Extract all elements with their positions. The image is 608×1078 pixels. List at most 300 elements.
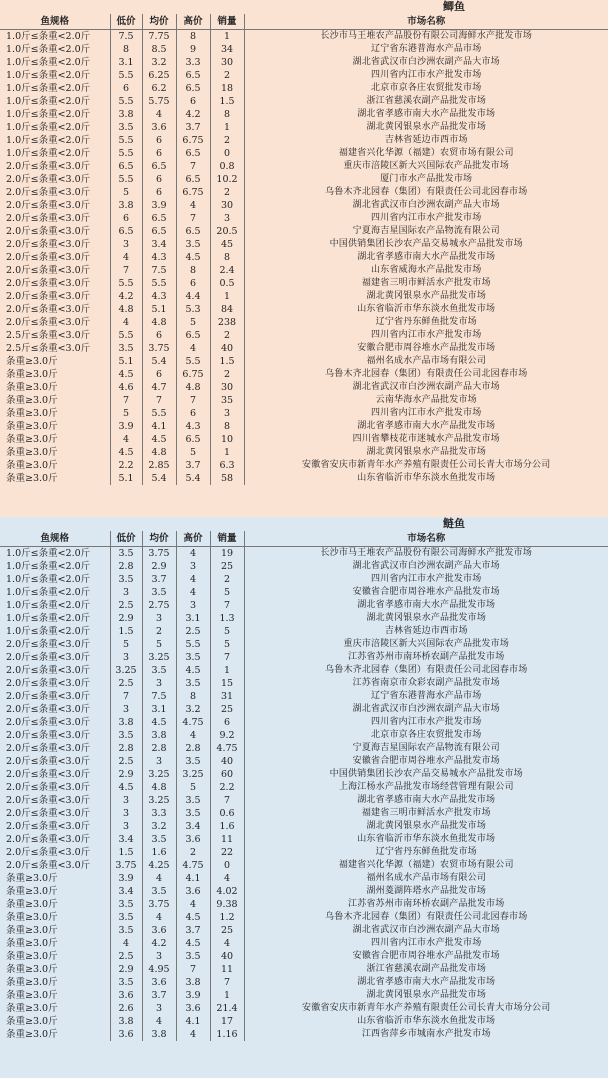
market-cell: 辽宁省丹东鲜鱼批发市场 (375, 847, 477, 857)
spec-cell: 2.0斤≤条重<3.0斤 (0, 781, 110, 794)
avg-price-cell: 4.5 (142, 716, 176, 729)
spec-cell: 2.0斤≤条重<3.0斤 (0, 290, 110, 303)
spec-cell: 条重≥3.0斤 (0, 911, 110, 924)
low-price-cell: 3.9 (110, 872, 142, 885)
table-row (0, 251, 608, 264)
spec-cell: 条重≥3.0斤 (0, 1028, 110, 1041)
spec-cell: 1.0斤≤条重<2.0斤 (0, 56, 110, 69)
avg-price-cell: 3.75 (142, 342, 176, 355)
high-price-cell: 3.6 (176, 885, 210, 898)
market-cell: 山东省临沂市华东淡水鱼批发市场 (357, 473, 496, 483)
volume-cell: 40 (210, 950, 244, 963)
high-price-cell: 3.6 (176, 833, 210, 846)
spec-cell: 条重≥3.0斤 (0, 1015, 110, 1028)
high-price-cell: 3.1 (176, 612, 210, 625)
low-price-cell: 5.5 (110, 173, 142, 186)
market-cell: 安徽省安庆市新青年水产养殖有限责任公司长青大市场分公司 (302, 460, 551, 470)
spec-cell: 2.0斤≤条重<3.0斤 (0, 846, 110, 859)
table-row (0, 820, 608, 833)
low-price-cell: 7.5 (110, 30, 142, 44)
table-row (0, 833, 608, 846)
volume-cell: 5 (210, 625, 244, 638)
volume-cell: 25 (210, 560, 244, 573)
table-row (0, 43, 608, 56)
low-price-cell: 3.6 (110, 1028, 142, 1041)
market-cell: 湖北黄冈银泉水产品批发市场 (366, 291, 487, 301)
avg-price-cell: 6 (142, 368, 176, 381)
low-price-cell: 6 (110, 212, 142, 225)
low-price-cell: 7 (110, 690, 142, 703)
table-row (0, 1015, 608, 1028)
avg-price-cell: 5.1 (142, 303, 176, 316)
low-price-cell: 2.9 (110, 963, 142, 976)
spec-cell: 条重≥3.0斤 (0, 446, 110, 459)
market-cell: 湖北黄冈银泉水产品批发市场 (366, 821, 487, 831)
spec-cell: 条重≥3.0斤 (0, 1002, 110, 1015)
volume-cell: 1 (210, 664, 244, 677)
high-price-cell: 6.75 (176, 134, 210, 147)
volume-cell: 8 (210, 251, 244, 264)
market-cell: 上海江杨水产品批发市场经营管理有限公司 (338, 782, 514, 792)
market-cell: 山东省临沂市华东淡水鱼批发市场 (357, 834, 496, 844)
volume-cell: 30 (210, 56, 244, 69)
spec-cell: 1.0斤≤条重<2.0斤 (0, 599, 110, 612)
high-price-cell: 5 (176, 316, 210, 329)
avg-price-cell: 3.5 (142, 664, 176, 677)
avg-price-cell: 6.25 (142, 69, 176, 82)
table-row (0, 1002, 608, 1015)
section-title: 鲫鱼 (443, 0, 465, 13)
spec-cell: 1.0斤≤条重<2.0斤 (0, 95, 110, 108)
volume-cell: 1.2 (210, 911, 244, 924)
volume-cell: 7 (210, 599, 244, 612)
low-price-cell: 4 (110, 251, 142, 264)
avg-price-cell: 3 (142, 677, 176, 690)
table-row (0, 755, 608, 768)
high-price-cell: 8 (176, 690, 210, 703)
high-price-cell: 3.5 (176, 807, 210, 820)
high-price-cell: 8 (176, 264, 210, 277)
avg-price-cell: 3.7 (142, 573, 176, 586)
low-price-cell: 7 (110, 264, 142, 277)
table-row (0, 898, 608, 911)
table-row (0, 677, 608, 690)
high-price-cell: 5.5 (176, 355, 210, 368)
spec-cell: 2.0斤≤条重<3.0斤 (0, 238, 110, 251)
volume-cell: 2 (210, 186, 244, 199)
high-price-cell: 6.75 (176, 368, 210, 381)
market-cell: 江苏省苏州市南环桥农副产品批发市场 (348, 899, 505, 909)
high-price-cell: 3.5 (176, 794, 210, 807)
volume-cell: 1.5 (210, 95, 244, 108)
low-price-cell: 4.2 (110, 290, 142, 303)
market-cell: 湖州菱湖阵塔水产品批发市场 (366, 886, 487, 896)
volume-cell: 20.5 (210, 225, 244, 238)
col-volume: 销量 (210, 531, 244, 547)
volume-cell: 30 (210, 381, 244, 394)
high-price-cell: 3.6 (176, 1002, 210, 1015)
table-row (0, 329, 608, 342)
table-row (0, 30, 608, 44)
table-row (0, 1028, 608, 1041)
low-price-cell: 6.5 (110, 160, 142, 173)
avg-price-cell: 4.3 (142, 251, 176, 264)
market-cell: 湖北省孝感市南大水产品批发市场 (357, 795, 496, 805)
spec-cell: 2.0斤≤条重<3.0斤 (0, 690, 110, 703)
high-price-cell: 4 (176, 1028, 210, 1041)
avg-price-cell: 3 (142, 612, 176, 625)
table-row (0, 355, 608, 368)
volume-cell: 0.6 (210, 807, 244, 820)
table-row (0, 459, 608, 472)
low-price-cell: 5.5 (110, 134, 142, 147)
volume-cell: 45 (210, 238, 244, 251)
table-row (0, 846, 608, 859)
col-spec: 鱼规格 (0, 14, 110, 30)
volume-cell: 0 (210, 147, 244, 160)
high-price-cell: 3 (176, 599, 210, 612)
high-price-cell: 4.2 (176, 108, 210, 121)
low-price-cell: 3.5 (110, 121, 142, 134)
low-price-cell: 4.6 (110, 381, 142, 394)
high-price-cell: 3.5 (176, 238, 210, 251)
avg-price-cell: 3.75 (142, 547, 176, 561)
high-price-cell: 3.5 (176, 950, 210, 963)
market-cell: 四川省内江市水产批发市场 (371, 70, 482, 80)
market-cell: 长沙市马王堆农产品股份有限公司海鲜水产批发市场 (320, 31, 533, 41)
spec-cell: 条重≥3.0斤 (0, 472, 110, 485)
avg-price-cell: 7 (142, 394, 176, 407)
avg-price-cell: 2.9 (142, 560, 176, 573)
spec-cell: 条重≥3.0斤 (0, 433, 110, 446)
low-price-cell: 3 (110, 794, 142, 807)
table-row (0, 560, 608, 573)
spec-cell: 条重≥3.0斤 (0, 937, 110, 950)
high-price-cell: 5 (176, 781, 210, 794)
market-cell: 福建省兴化华源（福建）农贸市场有限公司 (338, 148, 514, 158)
col-low: 低价 (110, 531, 142, 547)
market-cell: 厦门市水产品批发市场 (380, 174, 473, 184)
low-price-cell: 4 (110, 937, 142, 950)
table-row (0, 342, 608, 355)
low-price-cell: 3.1 (110, 56, 142, 69)
table-row (0, 547, 608, 561)
market-cell: 中国供销集团长沙农产品交易城水产品批发市场 (329, 769, 523, 779)
low-price-cell: 5.5 (110, 147, 142, 160)
market-cell: 辽宁省东港普海水产品市场 (371, 691, 482, 701)
high-price-cell: 4.5 (176, 251, 210, 264)
avg-price-cell: 3.4 (142, 238, 176, 251)
market-cell: 湖北黄冈银泉水产品批发市场 (366, 990, 487, 1000)
high-price-cell: 3.5 (176, 651, 210, 664)
avg-price-cell: 3.6 (142, 976, 176, 989)
avg-price-cell: 3.9 (142, 199, 176, 212)
market-cell: 浙江省慈溪农副产品批发市场 (366, 96, 487, 106)
table-row (0, 885, 608, 898)
volume-cell: 4.75 (210, 742, 244, 755)
low-price-cell: 3 (110, 586, 142, 599)
volume-cell: 8 (210, 108, 244, 121)
low-price-cell: 3.8 (110, 108, 142, 121)
table-row (0, 963, 608, 976)
low-price-cell: 3.6 (110, 989, 142, 1002)
high-price-cell: 6.5 (176, 147, 210, 160)
table-row (0, 950, 608, 963)
high-price-cell: 4.75 (176, 859, 210, 872)
high-price-cell: 3.2 (176, 703, 210, 716)
low-price-cell: 5.5 (110, 277, 142, 290)
low-price-cell: 3.4 (110, 833, 142, 846)
spec-cell: 1.0斤≤条重<2.0斤 (0, 30, 110, 44)
avg-price-cell: 4.8 (142, 446, 176, 459)
high-price-cell: 3.25 (176, 768, 210, 781)
avg-price-cell: 3 (142, 755, 176, 768)
market-cell: 北京市京各庄农贸批发市场 (371, 730, 482, 740)
spec-cell: 1.0斤≤条重<2.0斤 (0, 147, 110, 160)
high-price-cell: 7 (176, 394, 210, 407)
high-price-cell: 4.5 (176, 937, 210, 950)
market-cell: 四川省内江市水产批发市场 (371, 330, 482, 340)
section-silver-carp (0, 517, 608, 1078)
table-row (0, 368, 608, 381)
spec-cell: 条重≥3.0斤 (0, 950, 110, 963)
header-row (0, 14, 608, 30)
market-cell: 乌鲁木齐北园春（集团）有限责任公司北园春市场 (325, 187, 528, 197)
table-row (0, 716, 608, 729)
spec-cell: 1.0斤≤条重<2.0斤 (0, 625, 110, 638)
volume-cell: 40 (210, 755, 244, 768)
spec-cell: 条重≥3.0斤 (0, 420, 110, 433)
low-price-cell: 5 (110, 186, 142, 199)
avg-price-cell: 3.25 (142, 651, 176, 664)
table-row (0, 212, 608, 225)
avg-price-cell: 7.5 (142, 690, 176, 703)
market-cell: 湖北黄冈银泉水产品批发市场 (366, 613, 487, 623)
low-price-cell: 3.25 (110, 664, 142, 677)
high-price-cell: 2.5 (176, 625, 210, 638)
volume-cell: 8 (210, 420, 244, 433)
volume-cell: 1 (210, 30, 244, 44)
market-cell: 中国供销集团长沙农产品交易城水产品批发市场 (329, 239, 523, 249)
volume-cell: 2 (210, 134, 244, 147)
table-row (0, 976, 608, 989)
volume-cell: 2.4 (210, 264, 244, 277)
low-price-cell: 1.5 (110, 625, 142, 638)
high-price-cell: 3.8 (176, 976, 210, 989)
avg-price-cell: 3.2 (142, 820, 176, 833)
volume-cell: 22 (210, 846, 244, 859)
table-row (0, 794, 608, 807)
spec-cell: 1.0斤≤条重<2.0斤 (0, 573, 110, 586)
avg-price-cell: 5.5 (142, 407, 176, 420)
avg-price-cell: 3.6 (142, 924, 176, 937)
table-row (0, 651, 608, 664)
avg-price-cell: 3.5 (142, 586, 176, 599)
volume-cell: 7 (210, 651, 244, 664)
volume-cell: 6.3 (210, 459, 244, 472)
table-row (0, 989, 608, 1002)
avg-price-cell: 4 (142, 911, 176, 924)
table-row (0, 381, 608, 394)
spec-cell: 条重≥3.0斤 (0, 885, 110, 898)
avg-price-cell: 2 (142, 625, 176, 638)
market-cell: 湖北省武汉市白沙洲农副产品大市场 (352, 57, 500, 67)
avg-price-cell: 4.1 (142, 420, 176, 433)
high-price-cell: 3.7 (176, 924, 210, 937)
spec-cell: 2.0斤≤条重<3.0斤 (0, 703, 110, 716)
high-price-cell: 9 (176, 43, 210, 56)
market-cell: 湖北黄冈银泉水产品批发市场 (366, 447, 487, 457)
market-cell: 福建省兴化华源（福建）农贸市场有限公司 (338, 860, 514, 870)
table-row (0, 446, 608, 459)
volume-cell: 19 (210, 547, 244, 561)
volume-cell: 6 (210, 716, 244, 729)
volume-cell: 1 (210, 121, 244, 134)
spec-cell: 2.0斤≤条重<3.0斤 (0, 277, 110, 290)
high-price-cell: 3.4 (176, 820, 210, 833)
volume-cell: 10 (210, 433, 244, 446)
market-cell: 山东省威海水产品批发市场 (371, 265, 482, 275)
avg-price-cell: 4.95 (142, 963, 176, 976)
table-row (0, 807, 608, 820)
volume-cell: 0 (210, 859, 244, 872)
high-price-cell: 4.8 (176, 381, 210, 394)
avg-price-cell: 3.25 (142, 794, 176, 807)
high-price-cell: 6.5 (176, 433, 210, 446)
table-row (0, 394, 608, 407)
volume-cell: 4 (210, 872, 244, 885)
table-row (0, 290, 608, 303)
table-row (0, 147, 608, 160)
low-price-cell: 2.9 (110, 768, 142, 781)
low-price-cell: 4 (110, 433, 142, 446)
high-price-cell: 4 (176, 729, 210, 742)
volume-cell: 58 (210, 472, 244, 485)
market-cell: 江苏省南京市众彩农副产品批发市场 (352, 678, 500, 688)
market-cell: 湖北省孝感市南大水产品批发市场 (357, 600, 496, 610)
table-row (0, 612, 608, 625)
avg-price-cell: 4.5 (142, 433, 176, 446)
low-price-cell: 4 (110, 316, 142, 329)
high-price-cell: 4 (176, 547, 210, 561)
high-price-cell: 7 (176, 212, 210, 225)
low-price-cell: 3.5 (110, 729, 142, 742)
spec-cell: 条重≥3.0斤 (0, 368, 110, 381)
volume-cell: 1 (210, 290, 244, 303)
volume-cell: 11 (210, 833, 244, 846)
market-cell: 湖北省孝感市南大水产品批发市场 (357, 252, 496, 262)
col-market: 市场名称 (244, 14, 608, 30)
spec-cell: 2.0斤≤条重<3.0斤 (0, 768, 110, 781)
spec-cell: 2.0斤≤条重<3.0斤 (0, 251, 110, 264)
high-price-cell: 6 (176, 407, 210, 420)
low-price-cell: 3 (110, 238, 142, 251)
avg-price-cell: 6.5 (142, 212, 176, 225)
market-cell: 北京市京各庄农贸批发市场 (371, 83, 482, 93)
avg-price-cell: 1.6 (142, 846, 176, 859)
market-cell: 重庆市涪陵区新大兴国际农产品批发市场 (343, 639, 510, 649)
avg-price-cell: 3.3 (142, 807, 176, 820)
spec-cell: 2.0斤≤条重<3.0斤 (0, 742, 110, 755)
volume-cell: 3 (210, 407, 244, 420)
high-price-cell: 6 (176, 95, 210, 108)
low-price-cell: 2.9 (110, 612, 142, 625)
market-cell: 四川省内江市水产批发市场 (371, 938, 482, 948)
market-cell: 湖北省武汉市白沙洲农副产品大市场 (352, 561, 500, 571)
volume-cell: 21.4 (210, 1002, 244, 1015)
volume-cell: 40 (210, 342, 244, 355)
table-row (0, 586, 608, 599)
spec-cell: 2.0斤≤条重<3.0斤 (0, 303, 110, 316)
high-price-cell: 4.5 (176, 911, 210, 924)
low-price-cell: 6.5 (110, 225, 142, 238)
high-price-cell: 6.5 (176, 329, 210, 342)
volume-cell: 0.5 (210, 277, 244, 290)
high-price-cell: 4 (176, 199, 210, 212)
table-row (0, 82, 608, 95)
avg-price-cell: 7.75 (142, 30, 176, 44)
avg-price-cell: 4 (142, 1015, 176, 1028)
spec-cell: 条重≥3.0斤 (0, 355, 110, 368)
table-row (0, 911, 608, 924)
high-price-cell: 3.3 (176, 56, 210, 69)
volume-cell: 4.02 (210, 885, 244, 898)
avg-price-cell: 4.8 (142, 781, 176, 794)
spec-cell: 2.0斤≤条重<3.0斤 (0, 794, 110, 807)
low-price-cell: 5 (110, 407, 142, 420)
spec-cell: 1.0斤≤条重<2.0斤 (0, 586, 110, 599)
high-price-cell: 4 (176, 342, 210, 355)
table-row (0, 599, 608, 612)
spec-cell: 1.0斤≤条重<2.0斤 (0, 121, 110, 134)
spec-cell: 条重≥3.0斤 (0, 924, 110, 937)
avg-price-cell: 3 (142, 1002, 176, 1015)
low-price-cell: 3.5 (110, 976, 142, 989)
volume-cell: 18 (210, 82, 244, 95)
market-cell: 福建省三明市鲜活水产批发市场 (361, 808, 491, 818)
spec-cell: 条重≥3.0斤 (0, 394, 110, 407)
avg-price-cell: 6.2 (142, 82, 176, 95)
low-price-cell: 3 (110, 651, 142, 664)
spec-cell: 1.0斤≤条重<2.0斤 (0, 108, 110, 121)
low-price-cell: 3.5 (110, 911, 142, 924)
volume-cell: 4 (210, 937, 244, 950)
market-cell: 福州名成水产品市场有限公司 (366, 873, 487, 883)
avg-price-cell: 2.8 (142, 742, 176, 755)
col-spec: 鱼规格 (0, 531, 110, 547)
low-price-cell: 2.5 (110, 950, 142, 963)
low-price-cell: 3.4 (110, 885, 142, 898)
avg-price-cell: 4 (142, 108, 176, 121)
table-row (0, 768, 608, 781)
low-price-cell: 4.5 (110, 446, 142, 459)
spec-cell: 条重≥3.0斤 (0, 963, 110, 976)
table-row (0, 472, 608, 485)
market-cell: 安徽省合肥市周谷堆水产品批发市场 (352, 756, 500, 766)
low-price-cell: 2.8 (110, 742, 142, 755)
table-row (0, 573, 608, 586)
market-cell: 四川省内江市水产批发市场 (371, 408, 482, 418)
volume-cell: 0.8 (210, 160, 244, 173)
market-cell: 湖北省孝感市南大水产品批发市场 (357, 421, 496, 431)
avg-price-cell: 3.6 (142, 121, 176, 134)
market-cell: 浙江省慈溪农副产品批发市场 (366, 964, 487, 974)
market-cell: 四川省内江市水产批发市场 (371, 574, 482, 584)
section-title: 鲢鱼 (443, 517, 465, 530)
table-row (0, 781, 608, 794)
market-cell: 云南华海水产品批发市场 (375, 395, 477, 405)
avg-price-cell: 6 (142, 186, 176, 199)
